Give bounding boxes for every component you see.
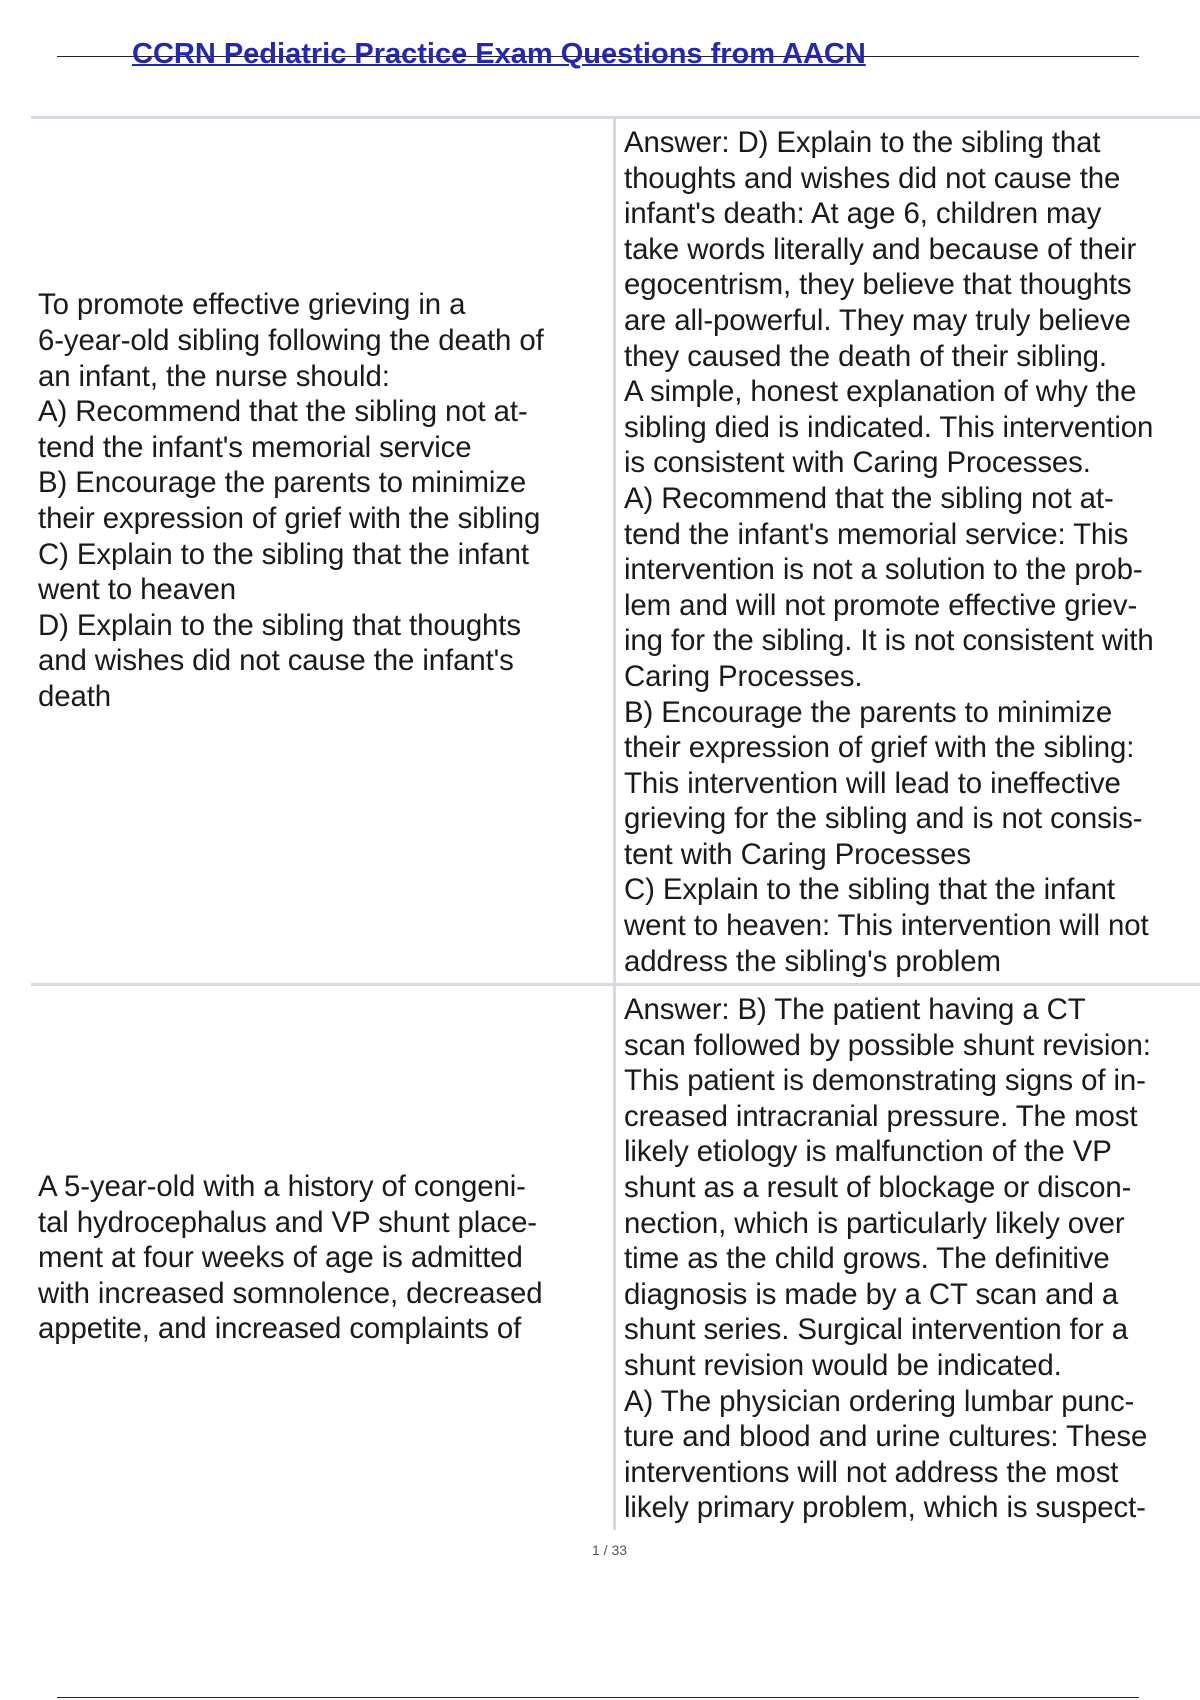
question-text: A 5-year-old with a history of congeni- tal hydrocephalus and VP shunt place- ment at four weeks of age is admitted with increased somnolence, decreased appetite, and increased complaints of — [38, 1170, 543, 1346]
question-cell — [31, 986, 613, 1530]
answer-cell — [613, 986, 1200, 1530]
qa-row — [31, 983, 1200, 1530]
page-title: CCRN Pediatric Practice Exam Questions from AACN — [132, 38, 866, 70]
question-cell — [31, 119, 613, 983]
question-text: To promote effective grieving in a 6-year-old sibling following the death of an infant, the nurse should: A) Recommend that the sibling not at- tend the infant's memorial service B) Encourage the parents to minimize their expression of grief with the sibling C) Explain to the sibling that the infant went to heaven D) Explain to the sibling that thoughts and wishes did not cause the infant's death — [38, 288, 544, 713]
page-number: 1 / 33 — [592, 1542, 628, 1558]
qa-table — [31, 116, 1200, 1530]
footer-rule — [57, 1697, 1139, 1698]
answer-text: Answer: B) The patient having a CT scan followed by possible shunt revision: This patient is demonstrating signs of in- creased intracranial pressure. The most likely etiology is malfunction of the VP shunt as a result of blockage or discon- nection, which is particularly likely over time as the child grows. The definitive diagnosis is made by a CT scan and a shunt series. Surgical intervention for a shunt revision would be indicated. A) The physician ordering lumbar punc- ture and blood and urine cultures: These interventions will not address the most likely primary problem, which is suspect- — [624, 993, 1151, 1525]
answer-cell — [613, 119, 1200, 983]
answer-text: Answer: D) Explain to the sibling that thoughts and wishes did not cause the infant's death: At age 6, children may take words literally and because of their egocentrism, they believe that thoughts are all-powerful. They may truly believe they caused the death of their sibling. A simple, honest explanation of why the sibling died is indicated. This intervention is consistent with Caring Processes. A) Recommend that the sibling not at- tend the infant's memorial service: This intervention is not a solution to the prob- lem and will not promote effective griev- ing for the sibling. It is not consistent with Caring Processes. B) Encourage the parents to minimize their expression of grief with the sibling: This intervention will lead to ineffective grieving for the sibling and is not consis- tent with Caring Processes C) Explain to the sibling that the infant went to heaven: This intervention will not address the sibling's problem — [624, 126, 1154, 978]
qa-row — [31, 116, 1200, 983]
page-header — [57, 30, 1139, 70]
